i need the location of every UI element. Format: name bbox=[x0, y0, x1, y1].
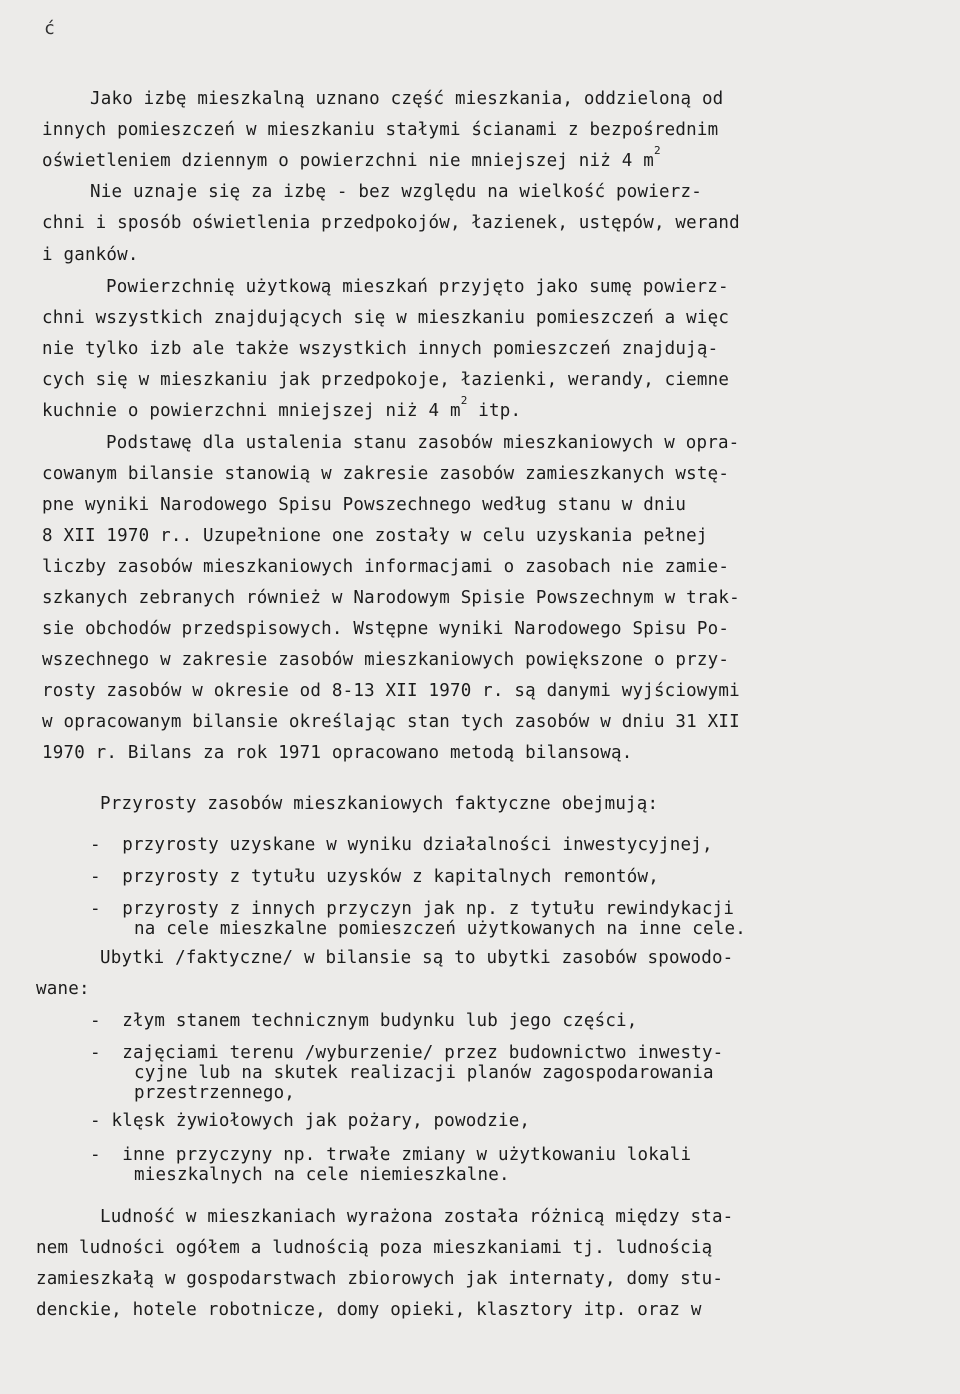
line-text: w opracowanym bilansie określając stan tych zasobów w dniu 31 XII bbox=[42, 712, 740, 732]
text-line bbox=[90, 181, 702, 203]
line-text: Jako izbę mieszkalną uznano część mieszkania, oddzieloną od bbox=[90, 89, 724, 109]
line-text: szkanych zebranych również w Narodowym Spisie Powszechnym w trak- bbox=[42, 588, 740, 608]
line-text: Ludność w mieszkaniach wyrażona została różnicą między sta- bbox=[100, 1207, 734, 1227]
text-line bbox=[134, 918, 746, 940]
line-text: wane: bbox=[36, 979, 90, 999]
text-line bbox=[90, 88, 723, 110]
line-text: Nie uznaje się za izbę - bez względu na wielkość powierz- bbox=[90, 182, 702, 202]
line-text: - przyrosty z innych przyczyn jak np. z tytułu rewindykacji bbox=[90, 899, 735, 919]
text-line bbox=[42, 119, 718, 141]
text-line bbox=[42, 307, 729, 329]
text-line bbox=[36, 978, 90, 1000]
text-line bbox=[90, 1144, 691, 1166]
line-text-after: itp. bbox=[467, 401, 522, 421]
text-line bbox=[42, 587, 740, 609]
line-text: Ubytki /faktyczne/ w bilansie są to ubytki zasobów spowodo- bbox=[100, 948, 734, 968]
superscript: 2 bbox=[460, 394, 468, 407]
text-line bbox=[106, 432, 739, 454]
line-text: na cele mieszkalne pomieszczeń użytkowanych na inne cele. bbox=[134, 919, 746, 939]
text-line bbox=[42, 494, 686, 516]
text-line bbox=[90, 1110, 530, 1132]
text-line bbox=[42, 525, 708, 547]
line-text: 8 XII 1970 r.. Uzupełnione one zostały w celu uzyskania pełnej bbox=[42, 526, 708, 546]
text-line bbox=[90, 834, 713, 856]
text-line bbox=[134, 1082, 295, 1104]
line-text: denckie, hotele robotnicze, domy opieki, klasztory itp. oraz w bbox=[36, 1300, 702, 1320]
line-text: - złym stanem technicznym budynku lub jego części, bbox=[90, 1011, 638, 1031]
line-text: przestrzennego, bbox=[134, 1083, 296, 1103]
line-text: liczby zasobów mieszkaniowych informacjami o zasobach nie zamie- bbox=[42, 557, 730, 577]
text-line bbox=[42, 556, 729, 578]
text-line bbox=[42, 711, 740, 733]
superscript: 2 bbox=[653, 144, 661, 157]
text-line bbox=[42, 212, 740, 234]
text-line bbox=[42, 463, 729, 485]
line-text: rosty zasobów w okresie od 8-13 XII 1970 r. są danymi wyjściowymi bbox=[42, 681, 740, 701]
text-line bbox=[90, 866, 659, 888]
text-line bbox=[100, 1206, 733, 1228]
text-line bbox=[36, 1299, 702, 1321]
line-text: Podstawę dla ustalenia stanu zasobów mieszkaniowych w opra- bbox=[106, 433, 740, 453]
text-line bbox=[90, 1042, 723, 1064]
line-text: - inne przyczyny np. trwałe zmiany w użytkowaniu lokali bbox=[90, 1145, 692, 1165]
line-text: Powierzchnię użytkową mieszkań przyjęto jako sumę powierz- bbox=[106, 277, 729, 297]
text-line bbox=[90, 898, 734, 920]
line-text: cowanym bilansie stanowią w zakresie zasobów zamieszkanych wstę- bbox=[42, 464, 730, 484]
text-line bbox=[36, 1237, 712, 1259]
text-line bbox=[36, 1268, 723, 1290]
line-text: oświetleniem dziennym o powierzchni nie mniejszej niż 4 m bbox=[42, 151, 654, 171]
corner-mark: ć bbox=[44, 18, 55, 39]
line-text: chni i sposób oświetlenia przedpokojów, łazienek, ustępów, werand bbox=[42, 213, 740, 233]
line-text: i ganków. bbox=[42, 245, 139, 265]
text-line bbox=[100, 947, 733, 969]
line-text: - przyrosty uzyskane w wyniku działalności inwestycyjnej, bbox=[90, 835, 713, 855]
line-text: - zajęciami terenu /wyburzenie/ przez budownictwo inwesty- bbox=[90, 1043, 724, 1063]
text-line bbox=[134, 1164, 510, 1186]
text-line bbox=[134, 1062, 714, 1084]
line-text: cyjne lub na skutek realizacji planów zagospodarowania bbox=[134, 1063, 714, 1083]
line-text: innych pomieszczeń w mieszkaniu stałymi ścianami z bezpośrednim bbox=[42, 120, 719, 140]
line-text: cych się w mieszkaniu jak przedpokoje, łazienki, werandy, ciemne bbox=[42, 370, 730, 390]
line-text: pne wyniki Narodowego Spisu Powszechnego według stanu w dniu bbox=[42, 495, 687, 515]
line-text: Przyrosty zasobów mieszkaniowych faktyczne obejmują: bbox=[100, 794, 659, 814]
line-text: chni wszystkich znajdujących się w mieszkaniu pomieszczeń a więc bbox=[42, 308, 730, 328]
line-text: - przyrosty z tytułu uzysków z kapitalnych remontów, bbox=[90, 867, 660, 887]
text-line bbox=[42, 369, 729, 391]
text-line bbox=[42, 680, 740, 702]
text-line bbox=[42, 618, 729, 640]
text-line bbox=[42, 742, 632, 764]
text-line bbox=[42, 144, 661, 172]
line-text: 1970 r. Bilans za rok 1971 opracowano metodą bilansową. bbox=[42, 743, 633, 763]
line-text: sie obchodów przedspisowych. Wstępne wyniki Narodowego Spisu Po- bbox=[42, 619, 730, 639]
line-text: wszechnego w zakresie zasobów mieszkaniowych powiększone o przy- bbox=[42, 650, 730, 670]
text-line bbox=[42, 244, 139, 266]
text-line bbox=[90, 1010, 638, 1032]
text-line bbox=[100, 793, 658, 815]
text-line bbox=[106, 276, 729, 298]
line-text: zamieszkałą w gospodarstwach zbiorowych jak internaty, domy stu- bbox=[36, 1269, 724, 1289]
line-text: nie tylko izb ale także wszystkich innych pomieszczeń znajdują- bbox=[42, 339, 719, 359]
line-text: kuchnie o powierzchni mniejszej niż 4 m bbox=[42, 401, 461, 421]
line-text: mieszkalnych na cele niemieszkalne. bbox=[134, 1165, 510, 1185]
text-line bbox=[42, 394, 522, 422]
text-line bbox=[42, 649, 729, 671]
line-text: - klęsk żywiołowych jak pożary, powodzie, bbox=[90, 1111, 531, 1131]
text-line bbox=[42, 338, 718, 360]
line-text: nem ludności ogółem a ludnością poza mieszkaniami tj. ludnością bbox=[36, 1238, 713, 1258]
